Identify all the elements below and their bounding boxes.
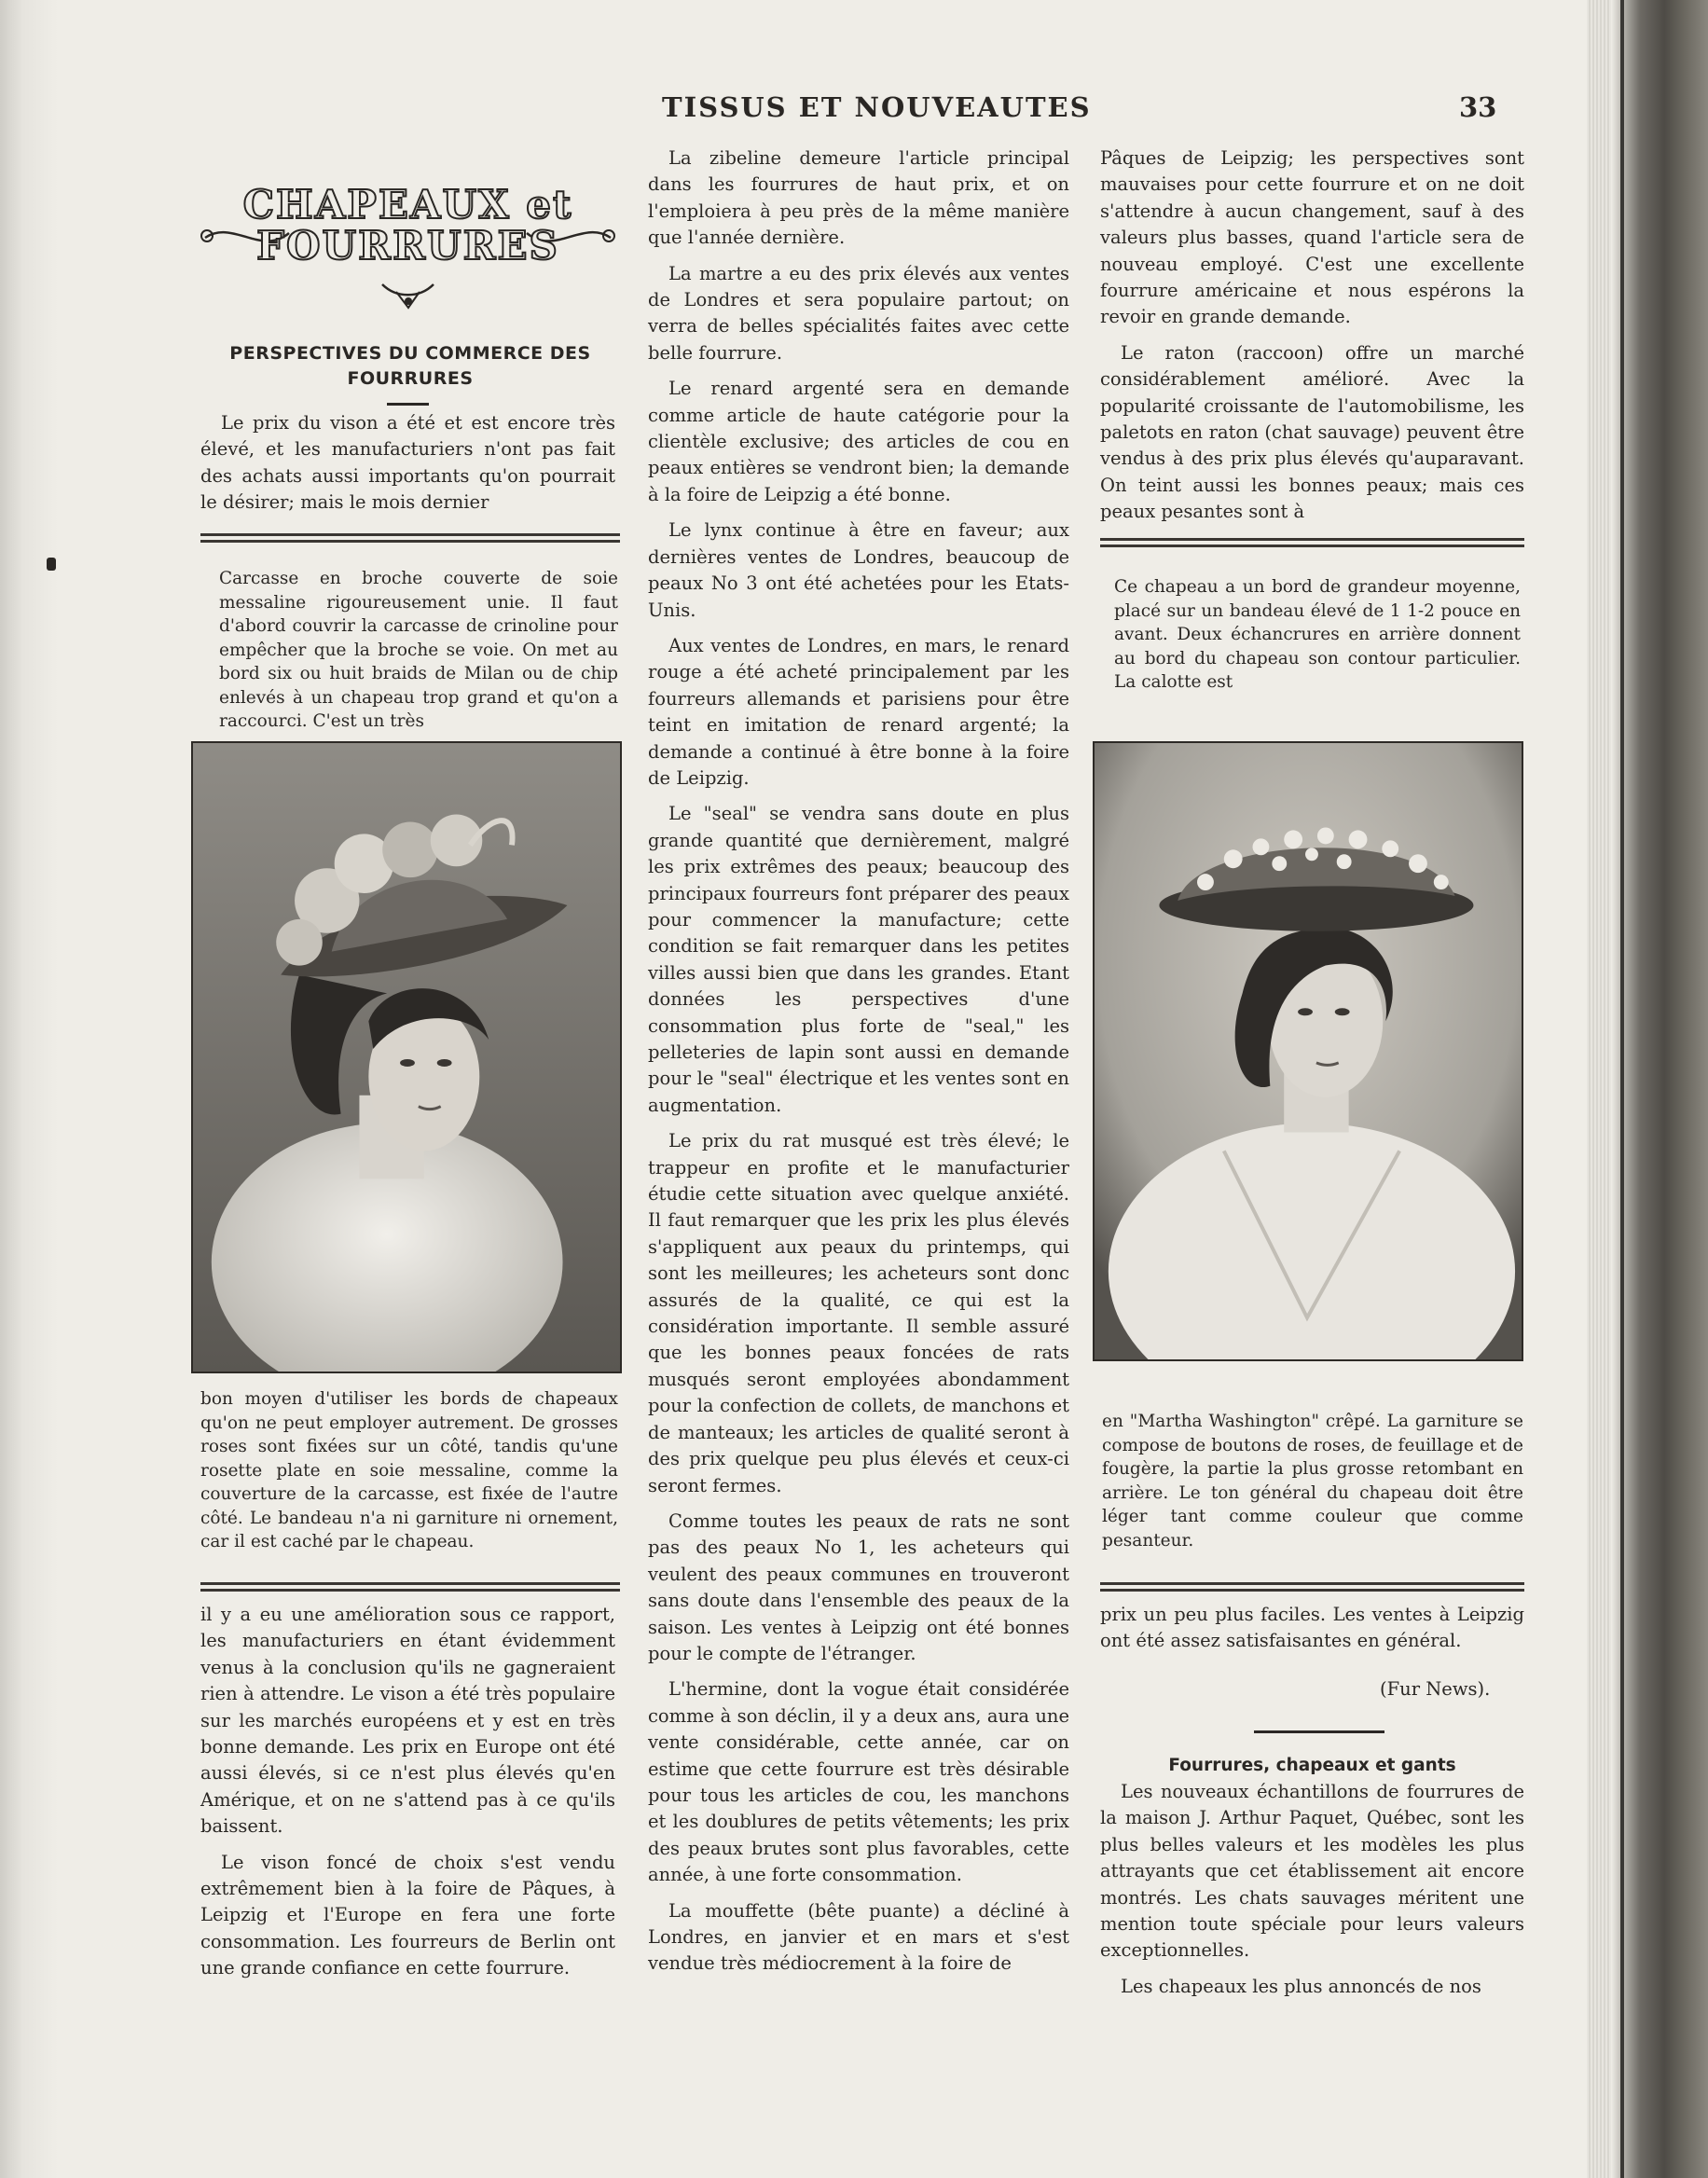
col1-intro	[200, 410, 615, 526]
paragraph: La martre a eu des prix élevés aux ventes de Londres et sera populaire partout; on verra de belles spécialités faites avec cette belle fourrure.	[648, 262, 1069, 364]
caption-left-top: Carcasse en broche couverte de soie messaline rigoureusement unie. Il faut d'abord couvrir la carcasse de crinoline pour empêcher que la broche se voie. On met au bord six ou huit braids de Milan ou de chip enlevés à un chapeau trop grand et qu'on a raccourci. C'est un très	[219, 569, 618, 731]
double-rule	[1100, 538, 1524, 547]
section-logo	[196, 182, 620, 312]
paragraph: Aux ventes de Londres, en mars, le renard rouge a été acheté principalement par les fourreurs allemands et parisiens pour être teint en imitation de renard argenté; la demande a continué à être bonne à la foire de Leipzig.	[648, 634, 1069, 789]
double-rule	[200, 1582, 620, 1592]
paragraph: Le "seal" se vendra sans doute en plus grande quantité que dernièrement, malgré les prix extrêmes des peaux; beaucoup des principaux fourreurs font préparer des peaux pour commencer la manufacture; cette condition se fait remarquer dans les petites villes aussi bien que dans les grandes. Etant données les perspectives d'une consommation plus forte de "seal," les pelleteries de lapin sont aussi en demande pour le "seal" électrique et les ventes sont en augmentation.	[648, 803, 1069, 1116]
caption-right-top: Ce chapeau a un bord de grandeur moyenne, placé sur un bandeau élevé de 1 1-2 pouce en avant. Deux échancrures en arrière donnent au bord du chapeau son contour particulier. La calotte est	[1114, 577, 1521, 692]
logo-line-1: CHAPEAUX et	[242, 182, 573, 227]
photo-right	[1093, 741, 1523, 1361]
caption-left-bottom: bon moyen d'utiliser les bords de chapeaux qu'on ne peut employer autrement. De grosses roses sont fixées sur un côté, tandis qu'une rosette plate en soie messaline, comme la couverture de la carcasse, est fixée de l'autre côté. Le bandeau n'a ni garniture ni ornement, car il est caché par le chapeau.	[200, 1389, 618, 1551]
paragraph: Comme toutes les peaux de rats ne sont pas des peaux No 1, les acheteurs qui veulent des peaux communes en trouveront sans doute dans l'ensemble des peaux de la saison. Les ventes à Leipzig ont été bonnes pour le compte de l'étranger.	[648, 1509, 1069, 1664]
col1-continued	[200, 1602, 615, 1992]
paragraph: Le prix du rat musqué est très élevé; le trappeur en profite et le manufacturier étudie cette situation avec quelque anxiété. Il faut remarquer que les prix les plus élevés s'appliquent aux peaux du printemps, qui sont les meilleures; les acheteurs sont donc assurés de la qualité, ce qui est la considération importante. Il semble assuré que les bonnes peaux foncées de rats musqués seront employées abondamment pour la confection de collets, de manchons et de manteaux; les articles de qualité seront à des prix quelque peu plus élevés et ceux-ci seront fermes.	[648, 1130, 1069, 1496]
logo-line-2: FOURRURES	[256, 223, 559, 269]
binding-gutter	[0, 0, 58, 2178]
double-rule	[1100, 1582, 1524, 1592]
caption-right-bottom: en "Martha Washington" crêpé. La garniture se compose de boutons de roses, de feuillage et de fougère, la partie la plus grosse retombant en arrière. Le ton général du chapeau doit être léger tant comme couleur que comme pesanteur.	[1102, 1412, 1523, 1551]
paragraph: La mouffette (bête puante) a décliné à Londres, en janvier et en mars et s'est vendue très médiocrement à la foire de	[648, 1899, 1069, 1975]
running-head: TISSUS ET NOUVEAUTES	[662, 91, 1092, 123]
col2-text	[648, 145, 1069, 1987]
section-title: Fourrures, chapeaux et gants	[1168, 1756, 1456, 1775]
paragraph: Le raton (raccoon) offre un marché considérablement amélioré. Avec la popularité croissante de l'automobilisme, les paletots en raton (chat sauvage) peuvent être vendus à des prix plus élevés qu'auparavant. On teint aussi les bonnes peaux; mais ces peaux pesantes sont à	[1100, 341, 1524, 523]
paragraph: Le renard argenté sera en demande comme article de haute catégorie pour la clientèle exclusive; des articles de cou en peaux entières se vendront bien; la demande à la foire de Leipzig a été bonne.	[648, 378, 1069, 505]
paragraph: Le vison foncé de choix s'est vendu extrêmement bien à la foire de Pâques, à Leipzig et l'Europe en fera une forte consommation. Les fourreurs de Berlin ont une grande confiance en cette fourrure.	[200, 1851, 615, 1979]
paragraph: il y a eu une amélioration sous ce rapport, les manufacturiers en étant évidemment venus à la conclusion qu'ils ne gagneraient rien à attendre. Le vison a été très populaire sur les marchés européens et y est en très bonne demande. Les prix en Europe ont été aussi élevés, si ce n'est plus élevés qu'en Amérique, et on ne s'attend pas à ce qu'ils baissent.	[200, 1604, 615, 1838]
page-number: 33	[1459, 91, 1497, 123]
paragraph: Les chapeaux les plus annoncés de nos	[1121, 1975, 1481, 1997]
binding-mark	[47, 558, 56, 571]
col3-intro	[1100, 145, 1524, 535]
photo-left	[191, 741, 622, 1373]
col3-continued	[1100, 1602, 1524, 1664]
paragraph: Le lynx continue à être en faveur; aux dernières ventes de Londres, beaucoup de peaux No 3 ont été achetées pour les Etats-Unis.	[648, 519, 1069, 621]
page-edges	[1587, 0, 1611, 2178]
book-spine	[1611, 0, 1708, 2178]
paragraph: Le prix du vison a été et est encore très élevé, et les manufacturiers n'ont pas fait des achats aussi importants qu'on pourrait le désirer; mais le mois dernier	[200, 412, 615, 514]
article-heading: PERSPECTIVES DU COMMERCE DES FOURRURES	[229, 343, 591, 389]
paragraph: prix un peu plus faciles. Les ventes à Leipzig ont été assez satisfaisantes en général.	[1100, 1604, 1524, 1652]
section-rule	[1254, 1730, 1384, 1733]
col3-final	[1100, 1779, 1524, 2009]
source-credit: (Fur News).	[1380, 1678, 1491, 1700]
double-rule	[200, 533, 620, 543]
paragraph: Les nouveaux échantillons de fourrures de la maison J. Arthur Paquet, Québec, sont les plus belles valeurs et les modèles les plus attrayants que cet établissement ait encore montrés. Les chats sauvages méritent une mention toute spéciale pour leurs valeurs exceptionnelles.	[1100, 1781, 1524, 1962]
paragraph: La zibeline demeure l'article principal dans les fourrures de haut prix, et on l'emploiera à peu près de la même manière que l'année dernière.	[648, 147, 1069, 249]
paragraph: Pâques de Leipzig; les perspectives sont mauvaises pour cette fourrure et on ne doit s'attendre à aucun changement, sauf à des valeurs plus basses, quand l'article sera de nouveau employé. C'est une excellente fourrure américaine et nous espérons la revoir en grande demande.	[1100, 147, 1524, 328]
heading-rule	[387, 403, 429, 406]
paragraph: L'hermine, dont la vogue était considérée comme à son déclin, il y a deux ans, aura une vente considérable, cette année, car on estime que cette fourrure est très désirable pour tous les articles de cou, les manchons et les doublures de petits vêtements; les prix des peaux brutes sont plus favorables, cette année, à une forte consommation.	[648, 1678, 1069, 1886]
